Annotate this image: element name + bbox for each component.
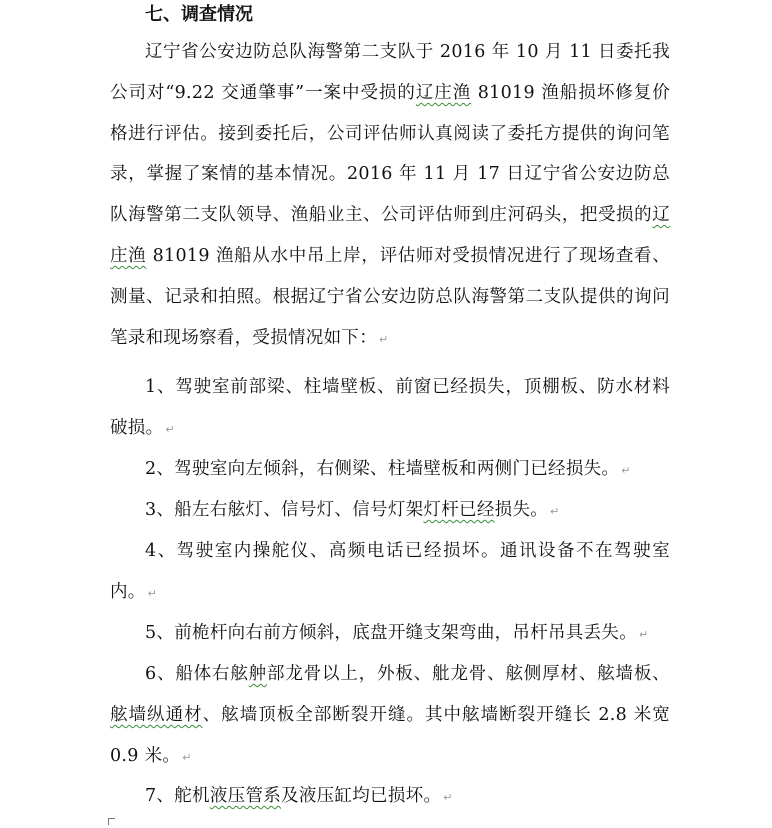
item-6-text-c: 部龙骨以上，外板、舭龙骨、舷侧厚材、舷墙板、 (267, 664, 670, 684)
item-3-underlined: 灯杆已经 (423, 500, 495, 520)
item-6-underlined-2: 舷墙纵通材 (110, 704, 203, 725)
page-corner-mark (108, 818, 115, 825)
paragraph-mark-icon: ↵ (147, 586, 158, 600)
paragraph-mark-icon: ↵ (182, 750, 192, 764)
paragraph-mark-icon: ↵ (443, 791, 453, 804)
item-3-text-a: 3、船左右舷灯、信号灯、信号灯架 (145, 500, 424, 520)
damage-item-1 (110, 367, 670, 451)
item-6-text-e: 、舷墙顶板全部断裂开缝。其中舷墙断裂开缝长 2.8 米宽 0.9 米。 (110, 704, 671, 766)
item-3-text-c: 损失。 (494, 500, 549, 520)
intro-paragraph (110, 32, 670, 360)
paragraph-mark-icon: ↵ (550, 505, 560, 518)
item-7-text-a: 7、舵机 (145, 786, 210, 806)
paragraph-mark-icon: ↵ (379, 332, 389, 346)
damage-item-7 (110, 776, 670, 819)
intro-text-1: 辽宁省公安边防总队海警第二支队于 2016 年 10 月 11 日委托我公司对“9.22 交通肇事”一案中受损的 (110, 42, 670, 103)
item-1-text: 1、驾驶室前部梁、柱墙壁板、前窗已经损失，顶棚板、防水材料破损。 (110, 377, 670, 438)
item-5-text: 5、前桅杆向右前方倾斜，底盘开缝支架弯曲，吊杆吊具丢失。 (145, 623, 638, 643)
item-6-underlined-1: 舯 (248, 664, 268, 684)
intro-text-2: 81019 渔船损坏修复价格进行评估。接到委托后，公司评估师认真阅读了委托方提供的询问笔录，掌握了案情的基本情况。2016 年 11 月 17 日辽宁省公安边防总队海警第二支队领导、渔船业主、公司评估师到庄河码头，把受损的 (110, 82, 670, 226)
item-4-text: 4、驾驶室内操舵仪、高频电话已经损坏。通讯设备不在驾驶室内。 (110, 541, 670, 602)
intro-text-3: 81019 渔船从水中吊上岸，评估师对受损情况进行了现场查看、测量、记录和拍照。根据辽宁省公安边防总队海警第二支队提供的询问笔录和现场察看，受损情况如下： (110, 245, 670, 348)
damage-item-4 (110, 531, 670, 615)
paragraph-mark-icon: ↵ (639, 628, 649, 641)
paragraph-mark-icon: ↵ (165, 422, 175, 436)
paragraph-mark-icon: ↵ (621, 464, 631, 477)
damage-item-2 (110, 449, 670, 492)
damage-item-5 (110, 613, 670, 656)
damage-item-6 (110, 654, 670, 778)
item-2-text: 2、驾驶室向左倾斜，右侧梁、柱墙壁板和两侧门已经损失。 (145, 459, 620, 479)
ship-name-1: 辽庄渔 (415, 82, 472, 103)
item-7-underlined: 液压管系 (209, 786, 282, 806)
ship-name-2: 辽庄渔 (110, 205, 670, 266)
damage-item-3 (110, 490, 670, 533)
section-heading: 七、调查情况 (145, 4, 253, 25)
item-6-text-a: 6、船体右舷 (145, 664, 249, 684)
item-7-text-c: 及液压缸均已损坏。 (281, 786, 442, 806)
